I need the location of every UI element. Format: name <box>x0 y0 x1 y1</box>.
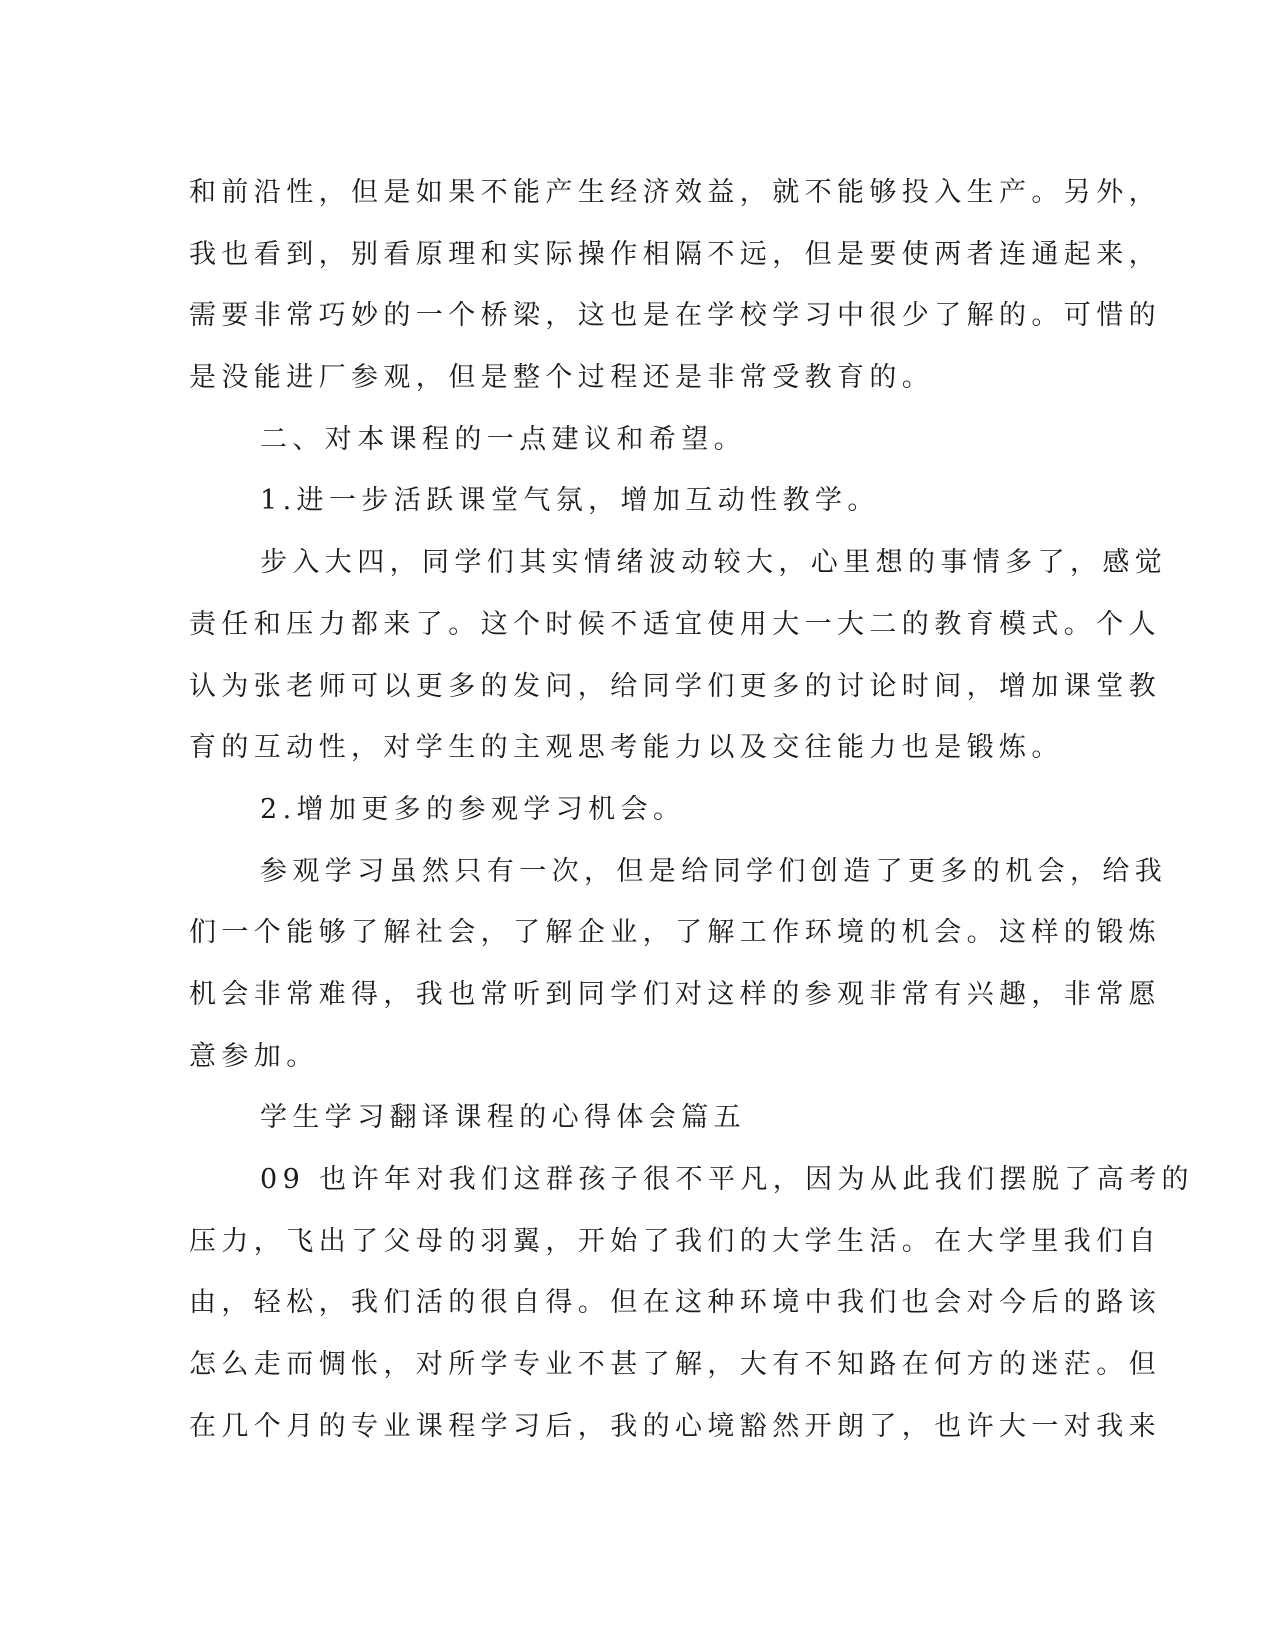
text-line: 由，轻松，我们活的很自得。但在这种环境中我们也会对今后的路该 <box>189 1287 1161 1319</box>
text-line: 育的互动性，对学生的主观思考能力以及交往能力也是锻炼。 <box>189 732 1064 764</box>
subheading: 1.进一步活跃课堂气氛，增加互动性教学。 <box>260 485 880 517</box>
text-line: 机会非常难得，我也常听到同学们对这样的参观非常有兴趣，非常愿 <box>189 978 1161 1010</box>
text-line: 步入大四，同学们其实情绪波动较大，心里想的事情多了，感觉 <box>260 547 1168 579</box>
text-line: 参观学习虽然只有一次，但是给同学们创造了更多的机会，给我 <box>260 855 1168 887</box>
text-line: 在几个月的专业课程学习后，我的心境豁然开朗了，也许大一对我来 <box>189 1410 1161 1442</box>
text-line: 09 也许年对我们这群孩子很不平凡，因为从此我们摆脱了高考的 <box>260 1164 1194 1195</box>
text-line: 们一个能够了解社会，了解企业，了解工作环境的机会。这样的锻炼 <box>189 917 1161 949</box>
document-body <box>189 162 1194 1457</box>
text-line: 是没能进厂参观，但是整个过程还是非常受教育的。 <box>189 362 935 394</box>
text-line: 和前沿性，但是如果不能产生经济效益，就不能够投入生产。另外， <box>189 177 1161 208</box>
text-line: 责任和压力都来了。这个时候不适宜使用大一大二的教育模式。个人 <box>189 608 1161 640</box>
section-heading: 二、对本课程的一点建议和希望。 <box>260 423 746 455</box>
text-line: 压力，飞出了父母的羽翼，开始了我们的大学生活。在大学里我们自 <box>189 1225 1161 1257</box>
text-line: 需要非常巧妙的一个桥梁，这也是在学校学习中很少了解的。可惜的 <box>189 300 1161 332</box>
subheading: 2.增加更多的参观学习机会。 <box>260 793 686 825</box>
text-line: 我也看到，别看原理和实际操作相隔不远，但是要使两者连通起来， <box>189 238 1161 270</box>
article-title: 学生学习翻译课程的心得体会篇五 <box>260 1102 746 1134</box>
text-line: 怎么走而惆怅，对所学专业不甚了解，大有不知路在何方的迷茫。但 <box>189 1349 1161 1381</box>
text-line: 认为张老师可以更多的发问，给同学们更多的讨论时间，增加课堂教 <box>189 670 1161 702</box>
text-line: 意参加。 <box>189 1040 319 1072</box>
